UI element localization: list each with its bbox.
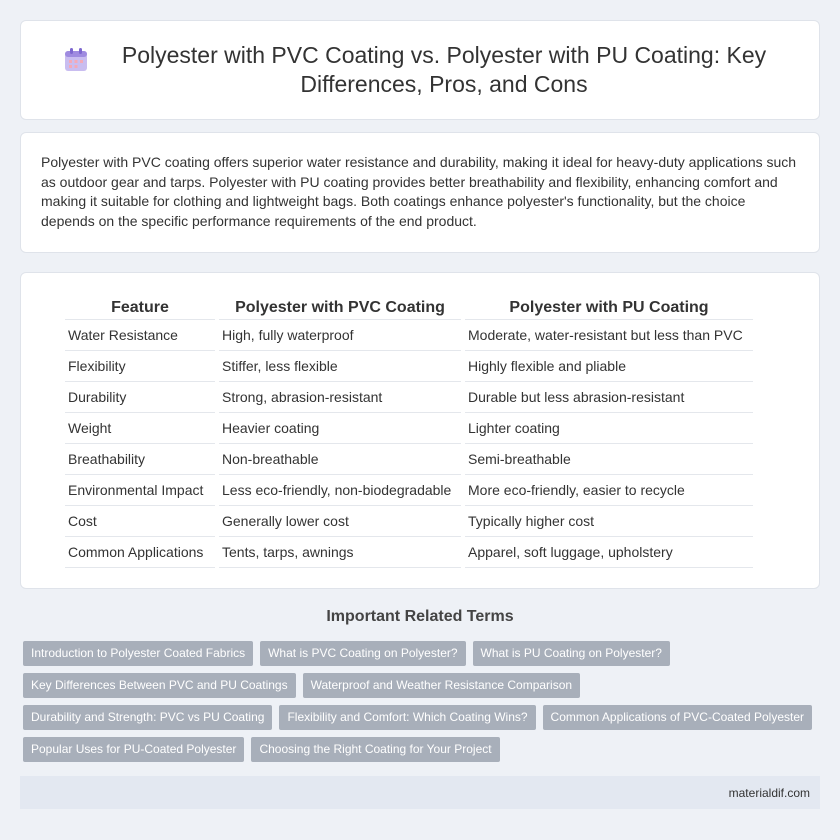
related-term-link[interactable]: Waterproof and Weather Resistance Comparison — [303, 673, 580, 698]
table-cell: Typically higher cost — [465, 506, 753, 537]
table-row — [65, 537, 753, 568]
table-cell: Durable but less abrasion-resistant — [465, 382, 753, 413]
table-cell: Weight — [65, 413, 215, 444]
comparison-table — [61, 295, 757, 568]
table-cell: Cost — [65, 506, 215, 537]
table-row — [65, 382, 753, 413]
footer — [20, 776, 820, 809]
table-cell: Strong, abrasion-resistant — [219, 382, 461, 413]
table-cell: Less eco-friendly, non-biodegradable — [219, 475, 461, 506]
header-pu: Polyester with PU Coating — [465, 295, 753, 320]
table-row — [65, 444, 753, 475]
calendar-icon — [61, 45, 91, 75]
table-cell: Heavier coating — [219, 413, 461, 444]
table-cell: More eco-friendly, easier to recycle — [465, 475, 753, 506]
table-cell: High, fully waterproof — [219, 320, 461, 351]
table-cell: Semi-breathable — [465, 444, 753, 475]
related-term-link[interactable]: Popular Uses for PU-Coated Polyester — [23, 737, 244, 762]
intro-card — [20, 132, 820, 253]
table-row — [65, 506, 753, 537]
table-cell: Common Applications — [65, 537, 215, 568]
table-cell: Highly flexible and pliable — [465, 351, 753, 382]
table-header-row — [65, 295, 753, 320]
table-row — [65, 475, 753, 506]
table-cell: Generally lower cost — [219, 506, 461, 537]
header-pvc: Polyester with PVC Coating — [219, 295, 461, 320]
related-term-link[interactable]: What is PVC Coating on Polyester? — [260, 641, 465, 666]
table-cell: Tents, tarps, awnings — [219, 537, 461, 568]
related-term-link[interactable]: Introduction to Polyester Coated Fabrics — [23, 641, 253, 666]
table-cell: Non-breathable — [219, 444, 461, 475]
table-row — [65, 320, 753, 351]
related-term-link[interactable]: Durability and Strength: PVC vs PU Coating — [23, 705, 272, 730]
table-cell: Stiffer, less flexible — [219, 351, 461, 382]
table-cell: Breathability — [65, 444, 215, 475]
header-feature: Feature — [65, 295, 215, 320]
related-term-link[interactable]: What is PU Coating on Polyester? — [473, 641, 670, 666]
footer-site-name: materialdif.com — [728, 785, 810, 800]
comparison-table-card — [20, 272, 820, 589]
table-cell: Apparel, soft luggage, upholstery — [465, 537, 753, 568]
table-cell: Lighter coating — [465, 413, 753, 444]
table-cell: Flexibility — [65, 351, 215, 382]
table-cell: Moderate, water-resistant but less than PVC — [465, 320, 753, 351]
related-terms-heading: Important Related Terms — [326, 608, 514, 625]
page-title: Polyester with PVC Coating vs. Polyester with PU Coating: Key Differences, Pros, and Cons — [121, 42, 767, 97]
table-cell: Durability — [65, 382, 215, 413]
table-row — [65, 351, 753, 382]
title-card — [20, 20, 820, 120]
related-term-link[interactable]: Flexibility and Comfort: Which Coating Wins? — [279, 705, 535, 730]
related-term-link[interactable]: Common Applications of PVC-Coated Polyester — [543, 705, 812, 730]
table-row — [65, 413, 753, 444]
related-terms-list — [23, 641, 823, 769]
table-cell: Environmental Impact — [65, 475, 215, 506]
title-wrap — [61, 41, 779, 99]
related-term-link[interactable]: Choosing the Right Coating for Your Project — [251, 737, 499, 762]
table-cell: Water Resistance — [65, 320, 215, 351]
intro-paragraph: Polyester with PVC coating offers superior water resistance and durability, making it ideal for heavy-duty applications such as outdoor gear and tarps. Polyester with PU coating provides better breathability and flexibility, enhancing comfort and making it suitable for clothing and lightweight bags. Both coatings enhance polyester's functionality, but the choice depends on the specific performance requirements of the end product. — [41, 154, 797, 229]
related-term-link[interactable]: Key Differences Between PVC and PU Coatings — [23, 673, 296, 698]
